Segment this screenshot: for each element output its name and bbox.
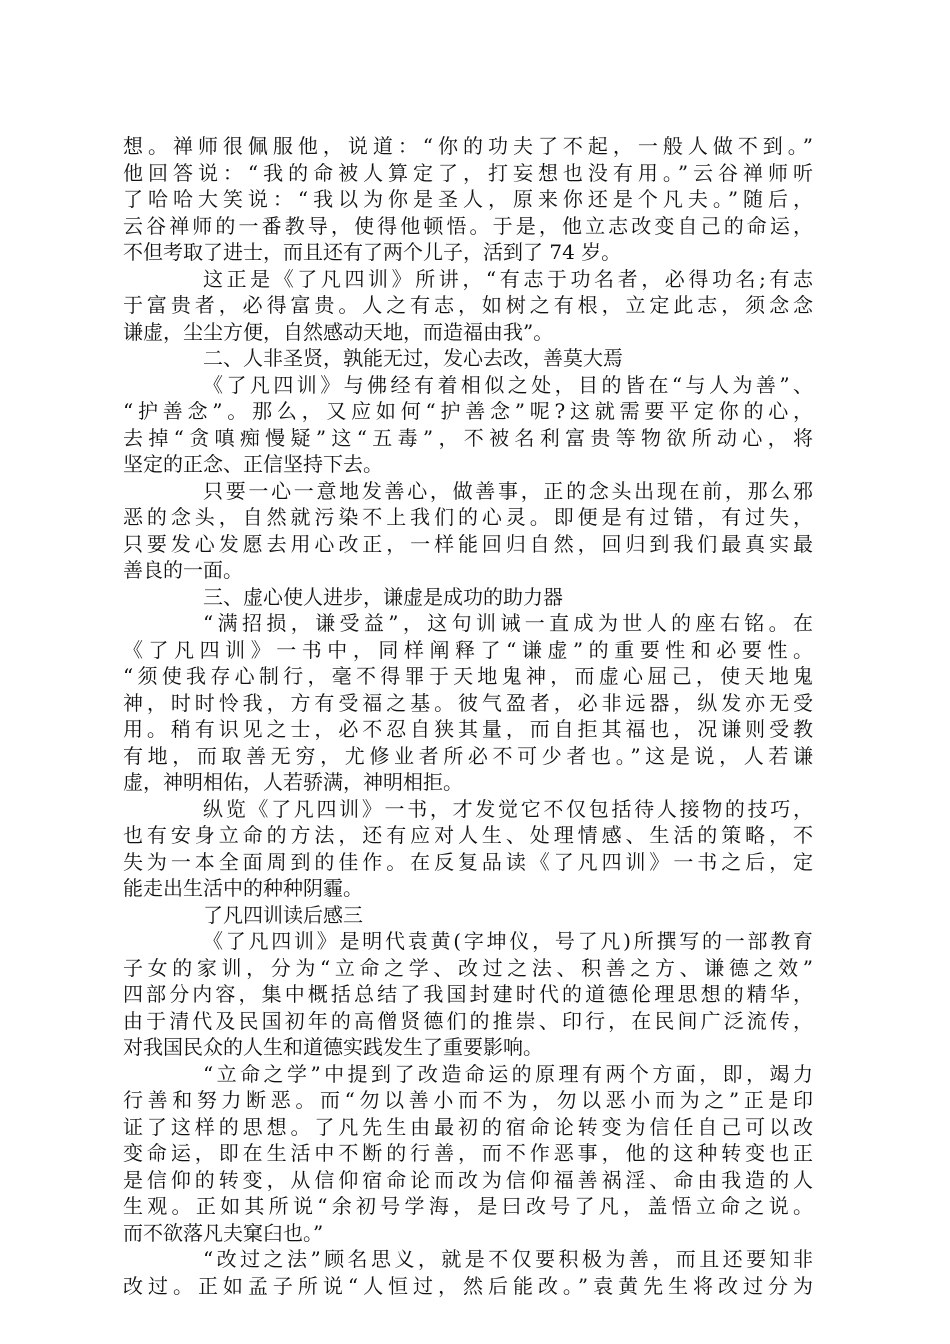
text-line: 善良的一面。 xyxy=(123,558,243,582)
text-line: 能走出生活中的种种阴霾。 xyxy=(123,876,363,900)
text-line: 纵览《了凡四训》一书，才发觉它不仅包括待人接物的技巧， xyxy=(203,796,813,821)
text-line: 虚，神明相佑，人若骄满，神明相拒。 xyxy=(123,770,463,794)
text-line: 于富贵者，必得富贵。人之有志，如树之有根，立定此志，须念念 xyxy=(123,293,813,317)
text-line: “护善念”。那么，又应如何“护善念”呢?这就需要平定你的心， xyxy=(123,399,813,423)
text-line: 想。禅师很佩服他，说道：“你的功夫了不起，一般人做不到。” xyxy=(123,134,813,158)
text-line: 了凡四训读后感三 xyxy=(203,902,363,927)
text-line: 不但考取了进士，而且还有了两个儿子，活到了 74 岁。 xyxy=(123,240,622,264)
text-line: 而不欲落凡夫窠臼也。” xyxy=(123,1220,324,1245)
text-line: 也有安身立命的方法，还有应对人生、处理情感、生活的策略，不 xyxy=(123,823,813,847)
text-line: 去掉“贪嗔痴慢疑”这“五毒”，不被名利富贵等物欲所动心，将 xyxy=(123,425,813,450)
text-line: 由于清代及民国初年的高僧贤德们的推崇、印行，在民间广泛流传， xyxy=(123,1008,813,1033)
text-line: 生观。正如其所说“余初号学海，是曰改号了凡，盖悟立命之说。 xyxy=(123,1194,813,1218)
text-line: 变命运，即在生活中不断的行善，而不作恶事，他的这种转变也正 xyxy=(123,1141,813,1165)
text-line: 《了凡四训》与佛经有着相似之处，目的皆在“与人为善”、 xyxy=(203,372,813,397)
text-line: 他回答说：“我的命被人算定了，打妄想也没有用。”云谷禅师听 xyxy=(123,160,813,185)
text-line: 了哈哈大笑说：“我以为你是圣人，原来你还是个凡夫。”随后， xyxy=(123,187,813,211)
text-line: 用。稍有识见之士，必不忍自狭其量，而自拒其福也，况谦则受教 xyxy=(123,717,813,741)
text-line: 神，时时怜我，方有受福之基。彼气盈者，必非远器，纵发亦无受 xyxy=(123,690,813,715)
text-line: 是信仰的转变，从信仰宿命论而改为信仰福善祸淫、命由我造的人 xyxy=(123,1167,813,1192)
text-line: “改过之法”顾名思义，就是不仅要积极为善，而且还要知非 xyxy=(203,1247,813,1271)
text-line: “满招损，谦受益”，这句训诫一直成为世人的座右铭。在 xyxy=(203,611,813,635)
text-line: 三、虚心使人进步，谦虚是成功的助力器 xyxy=(203,584,563,609)
text-line: 坚定的正念、正信坚持下去。 xyxy=(123,452,383,476)
text-line: “立命之学”中提到了改造命运的原理有两个方面，即，竭力 xyxy=(203,1061,813,1086)
text-line: 失为一本全面周到的佳作。在反复品读《了凡四训》一书之后，定 xyxy=(123,849,813,874)
text-line: “须使我存心制行，毫不得罪于天地鬼神，而虚心屈己，使天地鬼 xyxy=(123,664,813,688)
text-line: 子女的家训，分为“立命之学、改过之法、积善之方、谦德之效” xyxy=(123,955,813,980)
text-line: 谦虚，尘尘方便，自然感动天地，而造福由我”。 xyxy=(123,319,554,344)
text-line: 只要发心发愿去用心改正，一样能回归自然，回归到我们最真实最 xyxy=(123,531,813,556)
text-line: 只要一心一意地发善心，做善事，正的念头出现在前，那么邪 xyxy=(203,478,813,503)
text-line: 证了这样的思想。了凡先生由最初的宿命论转变为信任自己可以改 xyxy=(123,1114,813,1139)
document-body xyxy=(123,133,813,1299)
text-line: 恶的念头，自然就污染不上我们的心灵。即便是有过错，有过失， xyxy=(123,505,813,529)
text-line: 云谷禅师的一番教导，使得他顿悟。于是，他立志改变自己的命运， xyxy=(123,213,813,238)
text-line: 《了凡四训》一书中，同样阐释了“谦虚”的重要性和必要性。 xyxy=(123,637,813,662)
text-line: 对我国民众的人生和道德实践发生了重要影响。 xyxy=(123,1035,543,1059)
text-line: 这正是《了凡四训》所讲，“有志于功名者，必得功名;有志 xyxy=(203,266,813,291)
text-line: 《了凡四训》是明代袁黄(字坤仪，号了凡)所撰写的一部教育 xyxy=(203,929,813,953)
text-line: 行善和努力断恶。而“勿以善小而不为，勿以恶小而为之”正是印 xyxy=(123,1088,813,1112)
text-line: 改过。正如孟子所说“人恒过，然后能改。”袁黄先生将改过分为 xyxy=(123,1273,813,1298)
text-line: 四部分内容，集中概括总结了我国封建时代的道德伦理思想的精华， xyxy=(123,982,813,1006)
text-line: 有地，而取善无穷，尤修业者所必不可少者也。”这是说，人若谦 xyxy=(123,743,813,768)
text-line: 二、人非圣贤，孰能无过，发心去改，善莫大焉 xyxy=(203,346,623,370)
